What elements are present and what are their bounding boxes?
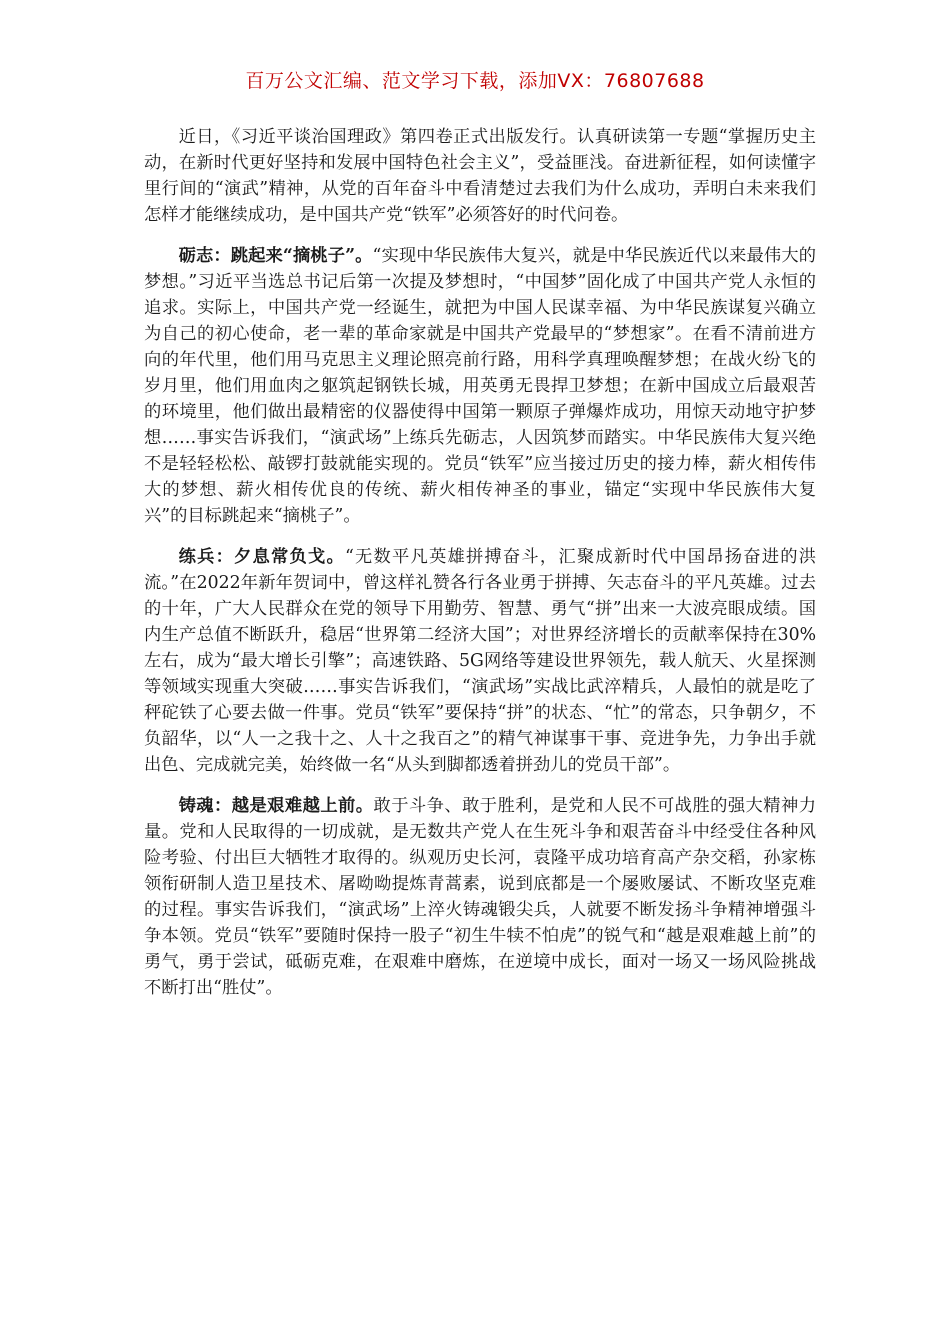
paragraph-section-1 (144, 243, 816, 529)
section-lead-heading: 练兵：夕息常负戈。 (178, 547, 345, 567)
document-body (144, 124, 816, 1016)
section-lead-heading: 铸魂：越是艰难越上前。 (178, 796, 374, 816)
section-lead-heading: 砺志：跳起来“摘桃子”。 (178, 246, 373, 266)
paragraph-section-3 (144, 793, 816, 1001)
paragraph-text: “实现中华民族伟大复兴，就是中华民族近代以来最伟大的梦想。”习近平当选总书记后第一次提及梦想时，“中国梦”固化成了中国共产党人永恒的追求。实际上，中国共产党一经诞生，就把为中国人民谋幸福、为中华民族谋复兴确立为自己的初心使命，老一辈的革命家就是中国共产党最早的“梦想家”。在看不清前进方向的年代里，他们用马克思主义理论照亮前行路，用科学真理唤醒梦想；在战火纷飞的岁月里，他们用血肉之躯筑起钢铁长城，用英勇无畏捍卫梦想；在新中国成立后最艰苦的环境里，他们做出最精密的仪器使得中国第一颗原子弹爆炸成功，用惊天动地守护梦想……事实告诉我们，“演武场”上练兵先砺志，人因筑梦而踏实。中华民族伟大复兴绝不是轻轻松松、敲锣打鼓就能实现的。党员“铁军”应当接过历史的接力棒，薪火相传伟大的梦想、薪火相传优良的传统、薪火相传神圣的事业，锚定“实现中华民族伟大复兴”的目标跳起来“摘桃子”。 (144, 246, 816, 526)
paragraph-intro (144, 124, 816, 228)
paragraph-text: “无数平凡英雄拼搏奋斗，汇聚成新时代中国昂扬奋进的洪流。”在2022年新年贺词中，曾这样礼赞各行各业勇于拼搏、矢志奋斗的平凡英雄。过去的十年，广大人民群众在党的领导下用勤劳、智慧、勇气“拼”出来一大波亮眼成绩。国内生产总值不断跃升，稳居“世界第二经济大国”；对世界经济增长的贡献率保持在30%左右，成为“最大增长引擎”；高速铁路、5G网络等建设世界领先，载人航天、火星探测等领域实现重大突破……事实告诉我们，“演武场”实战比武淬精兵，人最怕的就是吃了秤砣铁了心要去做一件事。党员“铁军”要保持“拼”的状态、“忙”的常态，只争朝夕，不负韶华，以“人一之我十之、人十之我百之”的精气神谋事干事、竞进争先，力争出手就出色、完成就完美，始终做一名“从头到脚都透着拼劲儿的党员干部”。 (144, 547, 816, 775)
paragraph-text: 近日，《习近平谈治国理政》第四卷正式出版发行。认真研读第一专题“掌握历史主动，在新时代更好坚持和发展中国特色社会主义”，受益匪浅。奋进新征程，如何读懂字里行间的“演武”精神，从党的百年奋斗中看清楚过去我们为什么成功，弄明白未来我们怎样才能继续成功，是中国共产党“铁军”必须答好的时代问卷。 (144, 127, 816, 225)
paragraph-text: 敢于斗争、敢于胜利，是党和人民不可战胜的强大精神力量。党和人民取得的一切成就，是无数共产党人在生死斗争和艰苦奋斗中经受住各种风险考验、付出巨大牺牲才取得的。纵观历史长河，袁隆平成功培育高产杂交稻，孙家栋领衔研制人造卫星技术、屠呦呦提炼青蒿素，说到底都是一个屡败屡试、不断攻坚克难的过程。事实告诉我们，“演武场”上淬火铸魂锻尖兵，人就要不断发扬斗争精神增强斗争本领。党员“铁军”要随时保持一股子“初生牛犊不怕虎”的锐气和“越是艰难越上前”的勇气，勇于尝试，砥砺克难，在艰难中磨炼，在逆境中成长，面对一场又一场风险挑战不断打出“胜仗”。 (144, 796, 816, 998)
header-watermark-text: 百万公文汇编、范文学习下载，添加VX：76807688 (245, 70, 705, 92)
paragraph-section-2 (144, 544, 816, 778)
